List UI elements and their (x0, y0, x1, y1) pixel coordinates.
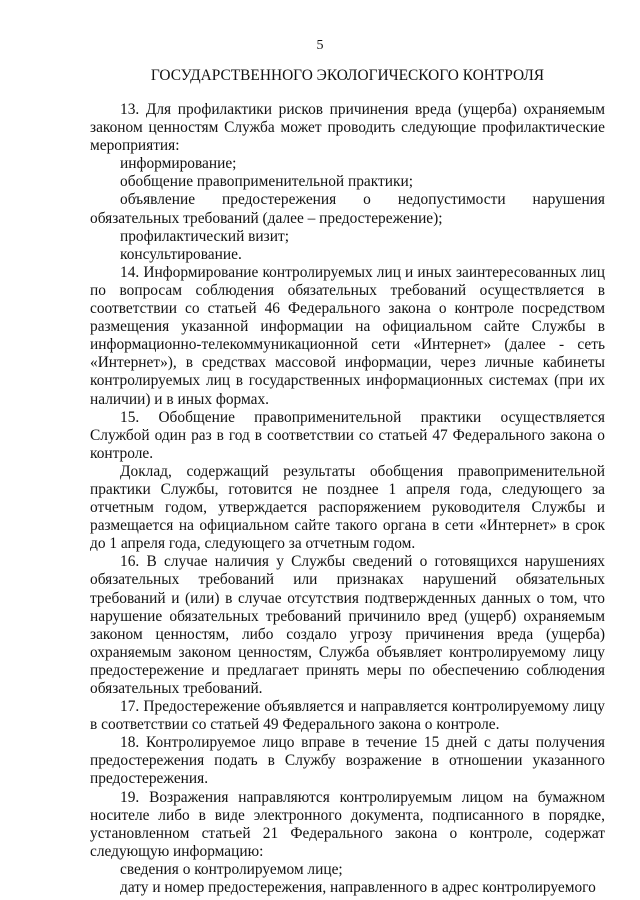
list-item-generalization: обобщение правоприменительной практики; (120, 173, 413, 191)
list-item-warning: объявление предостережения о недопустимости нарушения обязательных требований (далее – предостережение); (90, 191, 605, 227)
section-heading: ГОСУДАРСТВЕННОГО ЭКОЛОГИЧЕСКОГО КОНТРОЛЯ (150, 67, 545, 84)
paragraph-19: 19. Возражения направляются контролируемым лицом на бумажном носителе либо в виде электронного документа, подписанного в порядке, установленном статьей 21 Федерального закона о контроле, содержат следующую информацию: (90, 788, 605, 860)
paragraph-13: 13. Для профилактики рисков причинения вреда (ущерба) охраняемым законом ценностям Служба может проводить следующие профилактические мероприятия: (90, 101, 605, 155)
list-item-preventive-visit: профилактический визит; (120, 227, 289, 245)
paragraph-14: 14. Информирование контролируемых лиц и иных заинтересованных лиц по вопросам соблюдения обязательных требований осуществляется в соответствии со статьей 46 Федерального закона о контроле посредством размещения указанной информации на официальном сайте Службы в информационно-телекоммуникационной сети «Интернет» (далее - сеть «Интернет»), в средствах массовой информации, через личные кабинеты контролируемых лиц в государственных информационных системах (при их наличии) и в иных формах. (90, 263, 605, 408)
paragraph-report: Доклад, содержащий результаты обобщения правоприменительной практики Службы, готовится не позднее 1 апреля года, следующего за отчетным годом, утверждается распоряжением руководителя Службы и размещается на официальном сайте такого органа в сети «Интернет» в срок до 1 апреля года, следующего за отчетным годом. (90, 462, 605, 553)
paragraph-16: 16. В случае наличия у Службы сведений о готовящихся нарушениях обязательных требований или признаках нарушений обязательных требований и (или) в случае отсутствия подтвержденных данных о том, что нарушение обязательных требований причинило вред (ущерб) охраняемым законом ценностям, либо создало угрозу причинения вреда (ущерба) охраняемым законом ценностям, Служба объявляет контролируемому лицу предостережение и предлагает принять меры по обеспечению соблюдения обязательных требований. (90, 553, 605, 697)
list-item-consulting: консультирование. (120, 245, 242, 263)
list-item-controlled-person-info: сведения о контролируемом лице; (120, 860, 343, 878)
paragraph-15: 15. Обобщение правоприменительной практики осуществляется Службой один раз в год в соответствии со статьей 47 Федерального закона о контроле. (90, 408, 605, 462)
paragraph-17: 17. Предостережение объявляется и направляется контролируемому лицу в соответствии со статьей 49 Федерального закона о контроле. (90, 698, 605, 734)
page-number: 5 (316, 38, 324, 53)
list-item-informing: информирование; (120, 155, 237, 173)
document-body (90, 101, 605, 897)
list-item-warning-date-number: дату и номер предостережения, направленного в адрес контролируемого (120, 879, 596, 897)
paragraph-18: 18. Контролируемое лицо вправе в течение 15 дней с даты получения предостережения подать в Службу возражение в отношении указанного предостережения. (90, 734, 605, 788)
